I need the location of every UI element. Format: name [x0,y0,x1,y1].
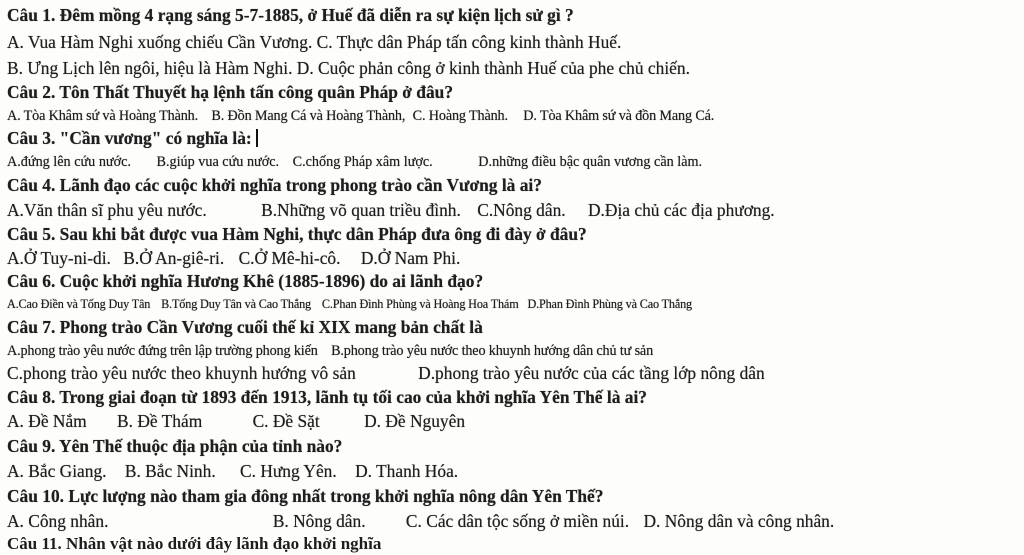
question-2-option-a: A. Tòa Khâm sứ và Hoàng Thành. [7,108,199,124]
question-3-option-c: C.chống Pháp xâm lược. [292,154,433,170]
question-5-option-c: C.Ở Mê-hi-cô. [238,248,341,268]
question-7-option-d: D.phong trào yêu nước của các tầng lớp nông dân [418,363,765,383]
question-2-option-c: C. Hoàng Thành. [412,108,508,124]
question-4-option-a: A.Văn thân sĩ phu yêu nước. [7,200,207,220]
question-3-options [7,151,702,173]
question-1-option-d: D. Cuộc phản công ở kinh thành Huế của phe chủ chiến. [296,58,690,78]
question-5-options [7,247,460,269]
question-6 [7,270,483,292]
question-9-options [7,460,458,482]
question-10-option-b: B. Nông dân. [272,511,366,531]
question-10 [7,485,603,507]
question-2-option-d: D. Tòa Khâm sứ và đồn Mang Cá. [523,108,715,124]
question-7-stem: Câu 7. Phong trào Cần Vương cuối thế kỉ XIX mang bản chất là [7,317,483,337]
question-7-option-a: A.phong trào yêu nước đứng trên lập trường phong kiến [7,343,318,359]
question-6-option-b: B.Tống Duy Tân và Cao Thắng [161,297,311,311]
question-4-options [7,199,775,221]
question-6-stem: Câu 6. Cuộc khởi nghĩa Hương Khê (1885-1896) do ai lãnh đạo? [7,271,484,291]
question-8-option-c: C. Đề Sặt [252,411,320,431]
question-7-options-row-2 [7,362,765,384]
question-1-option-a: A. Vua Hàm Nghi xuống chiếu Cần Vương. [7,32,313,52]
question-6-options [7,293,692,315]
question-1-options-row-2 [7,57,690,79]
question-6-option-d: D.Phan Đình Phùng và Cao Thắng [527,297,692,311]
question-8-option-b: B. Đề Thám [117,411,203,431]
text-cursor [256,129,258,147]
question-4-option-b: B.Những võ quan triều đình. [261,200,461,220]
question-8-option-d: D. Đề Nguyên [364,411,466,431]
question-3-option-b: B.giúp vua cứu nước. [156,154,280,170]
question-5-stem: Câu 5. Sau khi bắt được vua Hàm Nghi, thực dân Pháp đưa ông đi đày ở đâu? [7,224,587,244]
question-5-option-b: B.Ở An-giê-ri. [123,248,225,268]
question-4-option-c: C.Nông dân. [477,200,566,220]
question-8-option-a: A. Đề Nắm [7,411,87,431]
question-2-stem: Câu 2. Tôn Thất Thuyết hạ lệnh tấn công quân Pháp ở đâu? [7,82,454,102]
question-9-option-d: D. Thanh Hóa. [355,461,459,481]
question-9-option-c: C. Hưng Yên. [240,461,337,481]
question-10-option-c: C. Các dân tộc sống ở miền núi. [405,511,630,531]
question-3 [7,127,258,149]
question-2-option-b: B. Đồn Mang Cá và Hoàng Thành, [211,108,406,124]
question-4 [7,174,542,196]
question-7-options-row-1 [7,340,653,362]
question-11-stem-clipped: Câu 11. Nhân vật nào dưới đây lãnh đạo khởi nghĩa [7,534,382,553]
question-11-clipped [7,533,382,553]
question-3-option-d: D.những điều bậc quân vương cần làm. [478,154,703,170]
question-9 [7,435,342,457]
question-1-stem: Câu 1. Đêm mồng 4 rạng sáng 5-7-1885, ở Huế đã diễn ra sự kiện lịch sử gì ? [7,5,574,25]
question-5-option-d: D.Ở Nam Phi. [360,248,461,268]
question-10-options [7,510,834,532]
question-5 [7,223,587,245]
question-2-options [7,105,714,127]
question-1-option-c: C. Thực dân Pháp tấn công kinh thành Huế. [316,32,622,52]
question-8-options [7,410,465,432]
question-10-option-a: A. Công nhân. [7,511,109,531]
question-4-option-d: D.Địa chủ các địa phương. [587,200,775,220]
question-8-stem: Câu 8. Trong giai đoạn từ 1893 đến 1913, lãnh tụ tối cao của khởi nghĩa Yên Thế là ai? [7,387,647,407]
question-5-option-a: A.Ở Tuy-ni-di. [7,248,111,268]
question-9-option-b: B. Bắc Ninh. [124,461,216,481]
question-1-option-b: B. Ưng Lịch lên ngôi, hiệu là Hàm Nghi. [7,58,293,78]
question-10-option-d: D. Nông dân và công nhân. [643,511,835,531]
question-6-option-c: C.Phan Đình Phùng và Hoàng Hoa Thám [321,297,519,311]
question-7 [7,316,483,338]
question-7-option-c: C.phong trào yêu nước theo khuynh hướng vô sản [7,363,356,383]
question-1-options-row-1 [7,31,621,53]
question-3-stem: Câu 3. "Cần vương" có nghĩa là: [7,128,252,148]
question-1 [7,4,574,26]
question-8 [7,386,647,408]
question-7-option-b: B.phong trào yêu nước theo khuynh hướng dân chủ tư sản [331,343,654,359]
question-4-stem: Câu 4. Lãnh đạo các cuộc khởi nghĩa trong phong trào cần Vương là ai? [7,175,542,195]
question-6-option-a: A.Cao Điền và Tống Duy Tân [7,297,151,311]
question-3-option-a: A.đứng lên cứu nước. [7,154,131,170]
question-9-stem: Câu 9. Yên Thế thuộc địa phận của tỉnh nào? [7,436,343,456]
question-10-stem: Câu 10. Lực lượng nào tham gia đông nhất trong khởi nghĩa nông dân Yên Thế? [7,486,604,506]
question-2 [7,81,453,103]
question-9-option-a: A. Bắc Giang. [7,461,107,481]
